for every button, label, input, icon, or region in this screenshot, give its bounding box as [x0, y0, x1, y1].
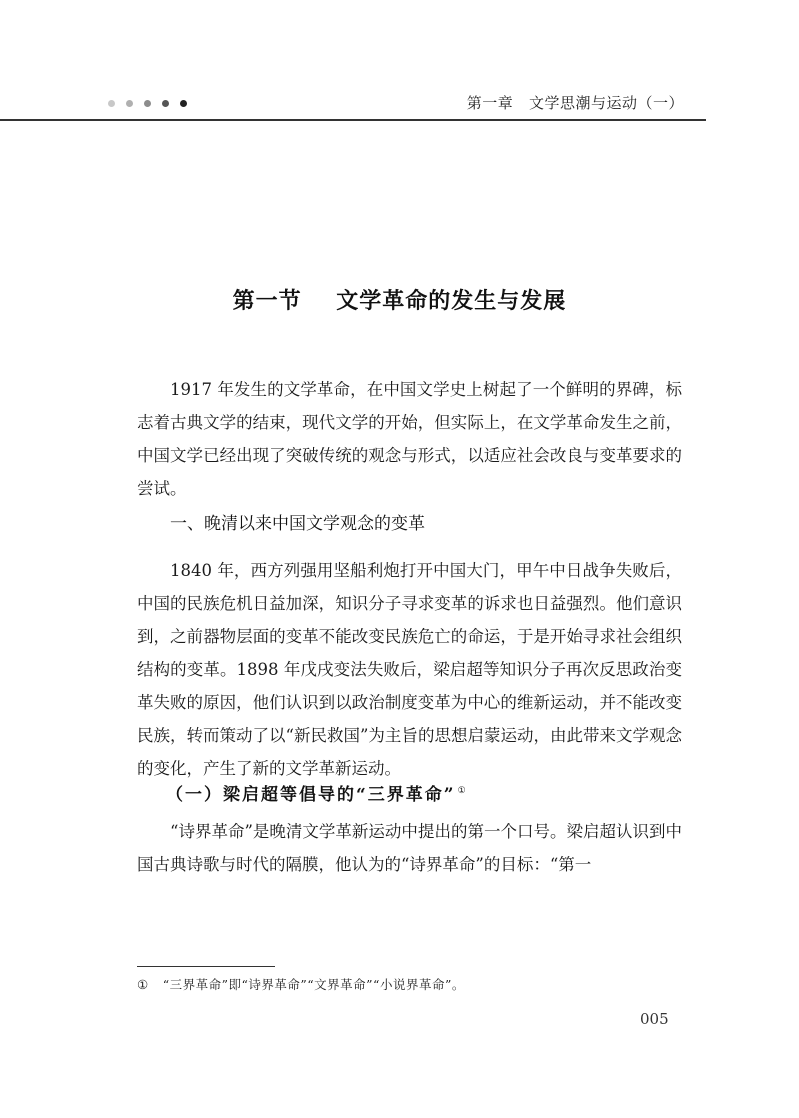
footnote [137, 975, 465, 993]
section-title: 第一节 文学革命的发生与发展 [232, 288, 567, 314]
footnote-text: “三界革命”即“诗界革命”“文界革命”“小说界革命”。 [162, 977, 465, 992]
footnote-reference[interactable]: ① [457, 786, 466, 797]
chapter-title: 第一章 文学思潮与运动（一） [466, 94, 684, 112]
dot-icon [126, 100, 133, 107]
page-number: 005 [640, 1010, 669, 1028]
decorative-dots [108, 100, 187, 107]
heading-text: （一）梁启超等倡导的“三界革命” [166, 785, 456, 805]
dot-icon [144, 100, 151, 107]
body-paragraph: 1840 年，西方列强用坚船利炮打开中国大门，甲午中日战争失败后，中国的民族危机日益加深，知识分子寻求变革的诉求也日益强烈。他们意识到，之前器物层面的变革不能改变民族危亡的命运，于是开始寻求社会组织结构的变革。1898 年戊戌变法失败后，梁启超等知识分子再次反思政治变革失败的原因，他们认识到以政治制度变革为中心的维新运动，并不能改变民族，转而策动了以“新民救国”为主旨的思想启蒙运动，由此带来文学观念的变化，产生了新的文学革新运动。 [137, 561, 682, 778]
body-paragraph: “诗界革命”是晚清文学革新运动中提出的第一个口号。梁启超认识到中国古典诗歌与时代的隔膜，他认为的“诗界革命”的目标：“第一 [137, 822, 682, 874]
heading-level-2 [166, 780, 466, 805]
footnote-rule [137, 966, 275, 967]
footnote-marker: ① [137, 977, 149, 992]
dot-icon [162, 100, 169, 107]
running-header [0, 88, 706, 120]
heading-level-1: 一、晚清以来中国文学观念的变革 [170, 514, 425, 534]
dot-icon [108, 100, 115, 107]
body-paragraph: 1917 年发生的文学革命，在中国文学史上树起了一个鲜明的界碑，标志着古典文学的结束，现代文学的开始，但实际上，在文学革命发生之前，中国文学已经出现了突破传统的观念与形式，以适应社会改良与变革要求的尝试。 [137, 380, 682, 498]
header-rule [0, 119, 706, 121]
dot-icon [180, 100, 187, 107]
